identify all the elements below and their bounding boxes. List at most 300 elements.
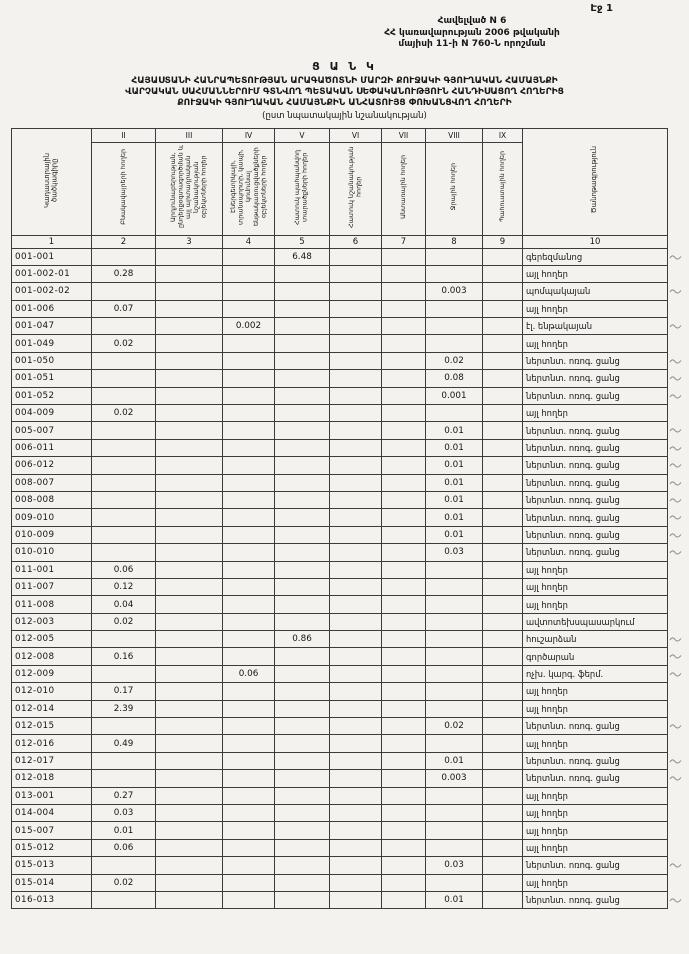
area-value-cell: 0.01 (426, 891, 483, 908)
area-value-cell (382, 631, 426, 648)
cadastral-code-cell: 012-016 (12, 735, 92, 752)
handwritten-margin-mark (669, 757, 682, 765)
area-value-cell (275, 387, 330, 404)
area-value-cell (275, 422, 330, 439)
area-value-cell (330, 857, 382, 874)
cadastral-code-cell: 012-014 (12, 700, 92, 717)
area-value-cell: 0.03 (426, 857, 483, 874)
area-value-cell (330, 352, 382, 369)
area-value-cell (330, 718, 382, 735)
handwritten-margin-mark (669, 513, 682, 521)
area-value-cell (92, 387, 156, 404)
area-value-cell (330, 752, 382, 769)
note-cell: ներտնտ. ոռոգ. ցանց (523, 544, 668, 561)
area-value-cell (382, 352, 426, 369)
area-value-cell (223, 352, 275, 369)
note-cell: ներտնտ. ոռոգ. ցանց (523, 752, 668, 769)
area-value-cell (92, 891, 156, 908)
area-value-cell: 0.01 (426, 491, 483, 508)
area-value-cell (92, 665, 156, 682)
handwritten-margin-mark (669, 861, 682, 869)
area-value-cell (483, 526, 523, 543)
note-cell: այլ հողեր (523, 561, 668, 578)
area-value-cell (223, 613, 275, 630)
area-value-cell (156, 474, 223, 491)
area-value-cell (330, 283, 382, 300)
area-value-cell (382, 891, 426, 908)
note-header-cell (523, 128, 668, 235)
land-parcels-table (11, 128, 668, 910)
note-cell: պոմպակայան (523, 283, 668, 300)
area-value-cell (330, 387, 382, 404)
area-value-cell (382, 683, 426, 700)
area-value-cell: 0.12 (92, 578, 156, 595)
area-value-cell (275, 439, 330, 456)
area-value-cell (223, 283, 275, 300)
area-value-cell: 0.001 (426, 387, 483, 404)
handwritten-margin-mark (669, 322, 682, 330)
handwritten-margin-mark (669, 670, 682, 678)
area-value-cell (156, 439, 223, 456)
area-value-cell (223, 370, 275, 387)
area-value-cell (382, 613, 426, 630)
table-row (12, 265, 668, 282)
cadastral-code-cell: 015-012 (12, 839, 92, 856)
handwritten-margin-mark (669, 548, 682, 556)
area-value-cell (483, 700, 523, 717)
area-value-cell (275, 665, 330, 682)
area-value-cell (156, 735, 223, 752)
area-value-cell (156, 544, 223, 561)
document-title: Ց Ա Ն Կ (312, 59, 377, 73)
area-value-cell: 0.49 (92, 735, 156, 752)
area-value-cell (426, 405, 483, 422)
note-cell: այլ հողեր (523, 300, 668, 317)
area-value-cell (382, 526, 426, 543)
area-value-cell (330, 457, 382, 474)
area-value-cell (382, 805, 426, 822)
note-cell: այլ հողեր (523, 578, 668, 595)
area-value-cell (223, 822, 275, 839)
area-value-cell: 0.003 (426, 770, 483, 787)
area-value-cell (483, 718, 523, 735)
table-row (12, 891, 668, 908)
area-value-cell (223, 839, 275, 856)
category-header-cell (330, 142, 382, 235)
area-value-cell (483, 300, 523, 317)
note-cell: այլ հողեր (523, 265, 668, 282)
category-header-cell (483, 142, 523, 235)
table-row (12, 300, 668, 317)
area-value-cell (156, 405, 223, 422)
annex-header (307, 16, 637, 51)
area-value-cell (275, 370, 330, 387)
note-cell: ներտնտ. ոռոգ. ցանց (523, 352, 668, 369)
area-value-cell (156, 857, 223, 874)
handwritten-margin-mark (669, 444, 682, 452)
note-cell: այլ հողեր (523, 700, 668, 717)
table-row (12, 283, 668, 300)
area-value-cell (330, 683, 382, 700)
table-row (12, 752, 668, 769)
area-value-cell (382, 596, 426, 613)
table-row (12, 526, 668, 543)
cadastral-code-cell: 015-007 (12, 822, 92, 839)
area-value-cell: 0.02 (426, 352, 483, 369)
area-value-cell (426, 648, 483, 665)
cadastral-code-cell: 010-009 (12, 526, 92, 543)
area-value-cell (426, 839, 483, 856)
column-number-4: 4 (223, 235, 275, 248)
area-value-cell (275, 509, 330, 526)
table-row (12, 718, 668, 735)
area-value-cell (483, 335, 523, 352)
category-header-cell (275, 142, 330, 235)
roman-numeral-VIII: VIII (426, 128, 483, 142)
handwritten-margin-mark (669, 774, 682, 782)
area-value-cell (92, 422, 156, 439)
area-value-cell (330, 822, 382, 839)
area-value-cell (156, 248, 223, 265)
handwritten-margin-mark (669, 896, 682, 904)
category-header-text: Բնակավայրերի հողեր (118, 148, 127, 225)
area-value-cell (483, 857, 523, 874)
table-row (12, 561, 668, 578)
area-value-cell (483, 474, 523, 491)
area-value-cell (382, 700, 426, 717)
roman-numeral-IX: IX (483, 128, 523, 142)
area-value-cell (330, 318, 382, 335)
area-value-cell (92, 857, 156, 874)
area-value-cell: 0.28 (92, 265, 156, 282)
table-body (12, 248, 668, 909)
area-value-cell (156, 805, 223, 822)
area-value-cell (156, 265, 223, 282)
area-value-cell (92, 509, 156, 526)
area-value-cell (483, 387, 523, 404)
area-value-cell (426, 578, 483, 595)
area-value-cell (426, 700, 483, 717)
area-value-cell (426, 248, 483, 265)
area-value-cell (426, 822, 483, 839)
area-value-cell (483, 248, 523, 265)
column-number-6: 6 (330, 235, 382, 248)
cadastral-code-cell: 001-050 (12, 352, 92, 369)
category-header-text: Հատուկ պահպանվող տարածքների հողեր (293, 148, 309, 225)
note-cell: այլ հողեր (523, 683, 668, 700)
area-value-cell (382, 578, 426, 595)
table-row (12, 631, 668, 648)
area-value-cell (330, 839, 382, 856)
area-value-cell (156, 509, 223, 526)
area-value-cell (92, 491, 156, 508)
area-value-cell: 0.16 (92, 648, 156, 665)
area-value-cell (92, 457, 156, 474)
area-value-cell (382, 265, 426, 282)
area-value-cell: 0.01 (426, 422, 483, 439)
cadastral-code-cell: 001-049 (12, 335, 92, 352)
area-value-cell (223, 422, 275, 439)
roman-numeral-row (12, 128, 668, 142)
table-row (12, 422, 668, 439)
handwritten-margin-mark (669, 357, 682, 365)
area-value-cell (483, 439, 523, 456)
area-value-cell: 6.48 (275, 248, 330, 265)
area-value-cell (156, 648, 223, 665)
area-value-cell (223, 752, 275, 769)
cadastral-code-cell: 001-002-02 (12, 283, 92, 300)
area-value-cell: 0.07 (92, 300, 156, 317)
note-cell: ներտնտ. ոռոգ. ցանց (523, 491, 668, 508)
note-cell: ոչխ. կարգ. ֆերմ. (523, 665, 668, 682)
note-cell: այլ հողեր (523, 735, 668, 752)
table-row (12, 648, 668, 665)
area-value-cell (223, 700, 275, 717)
area-value-cell (330, 544, 382, 561)
area-value-cell (483, 578, 523, 595)
area-value-cell (223, 770, 275, 787)
area-value-cell (156, 578, 223, 595)
cadastral-code-cell: 013-001 (12, 787, 92, 804)
area-value-cell (483, 648, 523, 665)
handwritten-margin-mark (669, 531, 682, 539)
note-cell: ներտնտ. ոռոգ. ցանց (523, 770, 668, 787)
note-cell: ներտնտ. ոռոգ. ցանց (523, 370, 668, 387)
handwritten-margin-mark (669, 722, 682, 730)
area-value-cell: 0.06 (223, 665, 275, 682)
note-cell: ավտոտեխսպասարկում (523, 613, 668, 630)
category-header-text: Ջրային հողեր (449, 162, 458, 211)
area-value-cell (483, 283, 523, 300)
area-value-cell (92, 718, 156, 735)
area-value-cell (483, 683, 523, 700)
cadastral-code-cell: 001-052 (12, 387, 92, 404)
area-value-cell (223, 561, 275, 578)
area-value-cell (483, 613, 523, 630)
cadastral-code-cell: 008-007 (12, 474, 92, 491)
area-value-cell: 0.02 (92, 335, 156, 352)
area-value-cell (275, 787, 330, 804)
area-value-cell: 0.86 (275, 631, 330, 648)
area-value-cell: 0.01 (426, 474, 483, 491)
table-row (12, 613, 668, 630)
area-value-cell (382, 491, 426, 508)
area-value-cell (330, 491, 382, 508)
area-value-cell: 0.27 (92, 787, 156, 804)
note-cell: ներտնտ. ոռոգ. ցանց (523, 509, 668, 526)
table-row (12, 370, 668, 387)
area-value-cell (223, 248, 275, 265)
table-row (12, 335, 668, 352)
area-value-cell (382, 318, 426, 335)
note-cell: այլ հողեր (523, 874, 668, 891)
area-value-cell (223, 631, 275, 648)
area-value-cell (275, 405, 330, 422)
area-value-cell (330, 787, 382, 804)
cadastral-code-cell: 005-007 (12, 422, 92, 439)
area-value-cell (223, 578, 275, 595)
area-value-cell (330, 370, 382, 387)
area-value-cell (382, 370, 426, 387)
area-value-cell: 0.01 (426, 457, 483, 474)
area-value-cell (330, 248, 382, 265)
area-value-cell (275, 561, 330, 578)
area-value-cell (382, 839, 426, 856)
area-value-cell: 0.17 (92, 683, 156, 700)
area-value-cell (330, 422, 382, 439)
area-value-cell (483, 752, 523, 769)
area-value-cell (483, 265, 523, 282)
area-value-cell (275, 300, 330, 317)
area-value-cell (156, 491, 223, 508)
area-value-cell (92, 770, 156, 787)
roman-numeral-V: V (275, 128, 330, 142)
note-cell: ներտնտ. ոռոգ. ցանց (523, 439, 668, 456)
cadastral-code-cell: 012-005 (12, 631, 92, 648)
area-value-cell (92, 474, 156, 491)
area-value-cell (382, 509, 426, 526)
table-row (12, 318, 668, 335)
subtitle-line-1: ՀԱՅԱՍՏԱՆԻ ՀԱՆՐԱՊԵՏՈՒԹՅԱՆ ԱՐԱԳԱԾՈՏՆԻ ՄԱՐԶԻ ՔՈՒՋԱԿԻ ԳՅՈՒՂԱԿԱՆ ՀԱՄԱՅՆՔԻ (131, 75, 558, 86)
table-row (12, 770, 668, 787)
table-row (12, 578, 668, 595)
note-cell: ներտնտ. ոռոգ. ցանց (523, 387, 668, 404)
area-value-cell (483, 665, 523, 682)
area-value-cell (275, 718, 330, 735)
cadastral-code-cell: 015-014 (12, 874, 92, 891)
category-header-cell (382, 142, 426, 235)
cadastral-code-cell: 004-009 (12, 405, 92, 422)
column-number-7: 7 (382, 235, 426, 248)
cadastral-code-cell: 011-007 (12, 578, 92, 595)
area-value-cell: 0.08 (426, 370, 483, 387)
area-value-cell (156, 318, 223, 335)
area-value-cell (382, 874, 426, 891)
table-row (12, 457, 668, 474)
area-value-cell (223, 787, 275, 804)
table-row (12, 544, 668, 561)
area-value-cell (483, 318, 523, 335)
area-value-cell (156, 352, 223, 369)
document-subtitle (0, 76, 689, 121)
area-value-cell (156, 283, 223, 300)
area-value-cell (382, 770, 426, 787)
area-value-cell (483, 491, 523, 508)
area-value-cell (483, 509, 523, 526)
area-value-cell (382, 300, 426, 317)
table-row (12, 857, 668, 874)
cadastral-code-cell: 011-001 (12, 561, 92, 578)
area-value-cell: 0.002 (223, 318, 275, 335)
annex-line-2: ՀՀ կառավարության 2006 թվականի (384, 27, 560, 38)
area-value-cell (275, 822, 330, 839)
area-value-cell (223, 735, 275, 752)
area-value-cell (382, 735, 426, 752)
cadastral-code-cell: 014-004 (12, 805, 92, 822)
area-value-cell (275, 805, 330, 822)
handwritten-margin-mark (669, 461, 682, 469)
area-value-cell (426, 318, 483, 335)
area-value-cell: 0.003 (426, 283, 483, 300)
cadastral-code-cell: 008-008 (12, 491, 92, 508)
area-value-cell (156, 335, 223, 352)
area-value-cell (275, 352, 330, 369)
area-value-cell (275, 700, 330, 717)
area-value-cell (156, 822, 223, 839)
area-value-cell (330, 439, 382, 456)
column-number-5: 5 (275, 235, 330, 248)
area-value-cell (223, 439, 275, 456)
handwritten-margin-mark (669, 253, 682, 261)
area-value-cell: 0.03 (426, 544, 483, 561)
note-cell: ներտնտ. ոռոգ. ցանց (523, 526, 668, 543)
column-number-10: 10 (523, 235, 668, 248)
area-value-cell (382, 387, 426, 404)
area-value-cell (275, 474, 330, 491)
area-value-cell (382, 561, 426, 578)
area-value-cell (223, 491, 275, 508)
handwritten-margin-mark (669, 479, 682, 487)
area-value-cell (92, 752, 156, 769)
handwritten-margin-mark (669, 392, 682, 400)
note-cell: ներտնտ. ոռոգ. ցանց (523, 891, 668, 908)
area-value-cell (223, 718, 275, 735)
subtitle-line-2: ՎԱՐՉԱԿԱՆ ՍԱՀՄԱՆՆԵՐՈՒՄ ԳՏՆՎՈՂ ՊԵՏԱԿԱՆ ՍԵՓԱԿԱՆՈՒԹՅՈՒՆ ՀԱՆԴԻՍԱՑՈՂ ՀՈՂԵՐԻՑ (125, 86, 564, 97)
cadastral-code-header: Կադաստրային ծածկագիրը (42, 151, 59, 208)
area-value-cell: 0.04 (92, 596, 156, 613)
area-value-cell (223, 265, 275, 282)
cadastral-code-cell: 016-013 (12, 891, 92, 908)
area-value-cell (92, 318, 156, 335)
area-value-cell (483, 631, 523, 648)
area-value-cell (156, 300, 223, 317)
cadastral-code-cell: 001-001 (12, 248, 92, 265)
area-value-cell (426, 613, 483, 630)
area-value-cell: 0.02 (426, 718, 483, 735)
note-cell: այլ հողեր (523, 405, 668, 422)
area-value-cell (382, 474, 426, 491)
cadastral-code-cell: 012-009 (12, 665, 92, 682)
area-value-cell (223, 544, 275, 561)
area-value-cell (382, 457, 426, 474)
area-value-cell (330, 735, 382, 752)
area-value-cell (330, 509, 382, 526)
table-row (12, 874, 668, 891)
area-value-cell: 0.01 (426, 752, 483, 769)
area-value-cell (330, 335, 382, 352)
cadastral-code-cell: 012-018 (12, 770, 92, 787)
note-cell: այլ հողեր (523, 805, 668, 822)
area-value-cell (275, 683, 330, 700)
area-value-cell: 0.02 (92, 874, 156, 891)
table-row (12, 352, 668, 369)
area-value-cell (382, 822, 426, 839)
area-value-cell (382, 422, 426, 439)
area-value-cell (330, 474, 382, 491)
note-cell: այլ հողեր (523, 596, 668, 613)
area-value-cell (223, 474, 275, 491)
cadastral-code-cell: 006-011 (12, 439, 92, 456)
area-value-cell (426, 631, 483, 648)
category-header-text: Արդյունաբերության, ընդերքօգտագործման և այլ արտադրական նշանակության օբյեկտների հողեր (169, 145, 208, 228)
area-value-cell (330, 265, 382, 282)
area-value-cell (92, 544, 156, 561)
area-value-cell (156, 700, 223, 717)
area-value-cell (275, 857, 330, 874)
area-value-cell (426, 683, 483, 700)
area-value-cell (156, 752, 223, 769)
area-value-cell (483, 891, 523, 908)
